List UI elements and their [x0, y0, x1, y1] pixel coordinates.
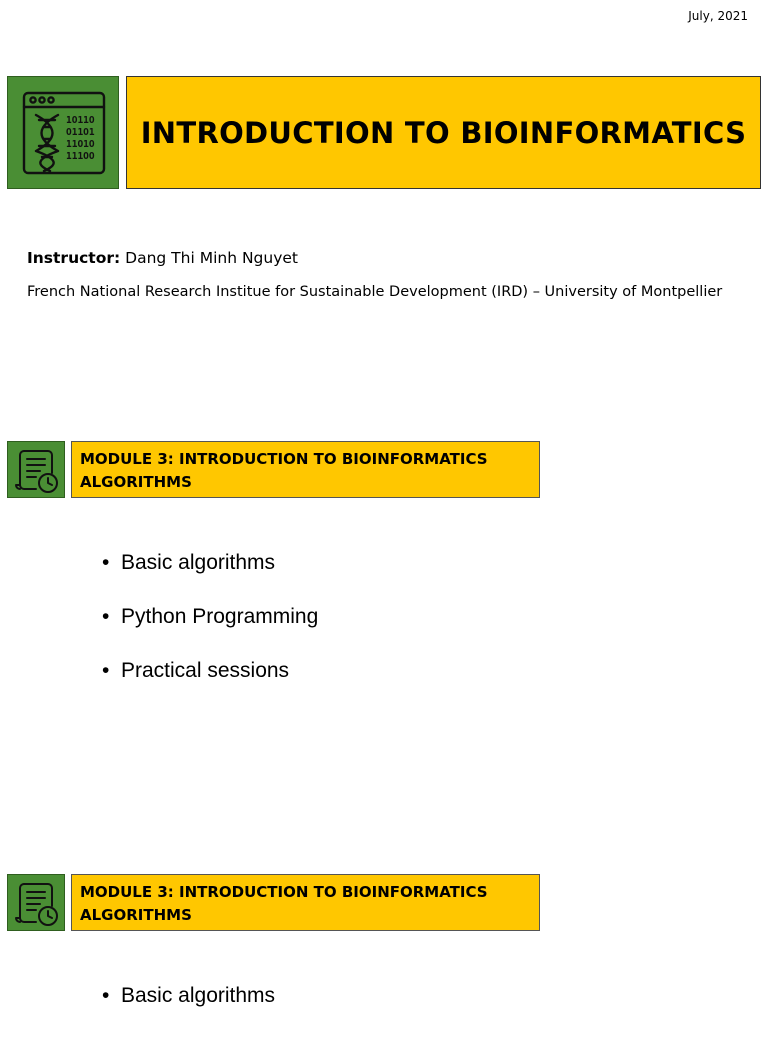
- module-icon-box: [7, 874, 65, 931]
- list-item: [102, 984, 275, 1038]
- svg-text:1O11O: 1O11O: [66, 115, 95, 126]
- module-title-banner: [71, 441, 540, 498]
- svg-text:11O1O: 11O1O: [66, 139, 95, 150]
- svg-text:111OO: 111OO: [66, 151, 95, 162]
- list-item-text: Basic algorithms: [121, 551, 276, 574]
- list-item: [102, 605, 318, 659]
- bullet-icon: •: [102, 605, 110, 628]
- module-title-banner: [71, 874, 540, 931]
- module-bullet-list: [102, 984, 275, 1038]
- bullet-icon: •: [102, 551, 110, 574]
- bullet-icon: •: [102, 659, 110, 682]
- affiliation: French National Research Institue for Sustainable Development (IRD) – University of Montpellier: [27, 284, 723, 300]
- scroll-clock-icon: [12, 878, 62, 928]
- title-banner: [126, 76, 761, 189]
- instructor-label: Instructor:: [27, 249, 121, 267]
- title-icon-box: [7, 76, 119, 189]
- instructor-name: Dang Thi Minh Nguyet: [125, 249, 299, 267]
- list-item: [102, 551, 318, 605]
- dna-code-window-icon: [18, 87, 110, 179]
- module-title-line2: ALGORITHMS: [80, 473, 192, 491]
- module-bullet-list: [102, 551, 318, 713]
- instructor-line: [27, 249, 298, 267]
- list-item-text: Basic algorithms: [121, 984, 276, 1007]
- svg-text:O11O1: O11O1: [66, 127, 95, 138]
- module-icon-box: [7, 441, 65, 498]
- module-title-line2: ALGORITHMS: [80, 906, 192, 924]
- list-item-text: Python Programming: [121, 605, 319, 628]
- list-item: [102, 659, 318, 713]
- list-item-text: Practical sessions: [121, 659, 290, 682]
- bullet-icon: •: [102, 984, 110, 1007]
- page-title: INTRODUCTION TO BIOINFORMATICS: [140, 115, 747, 150]
- date-label: July, 2021: [688, 9, 748, 23]
- scroll-clock-icon: [12, 445, 62, 495]
- module-title-line1: MODULE 3: INTRODUCTION TO BIOINFORMATICS: [80, 883, 488, 901]
- module-title-line1: MODULE 3: INTRODUCTION TO BIOINFORMATICS: [80, 450, 488, 468]
